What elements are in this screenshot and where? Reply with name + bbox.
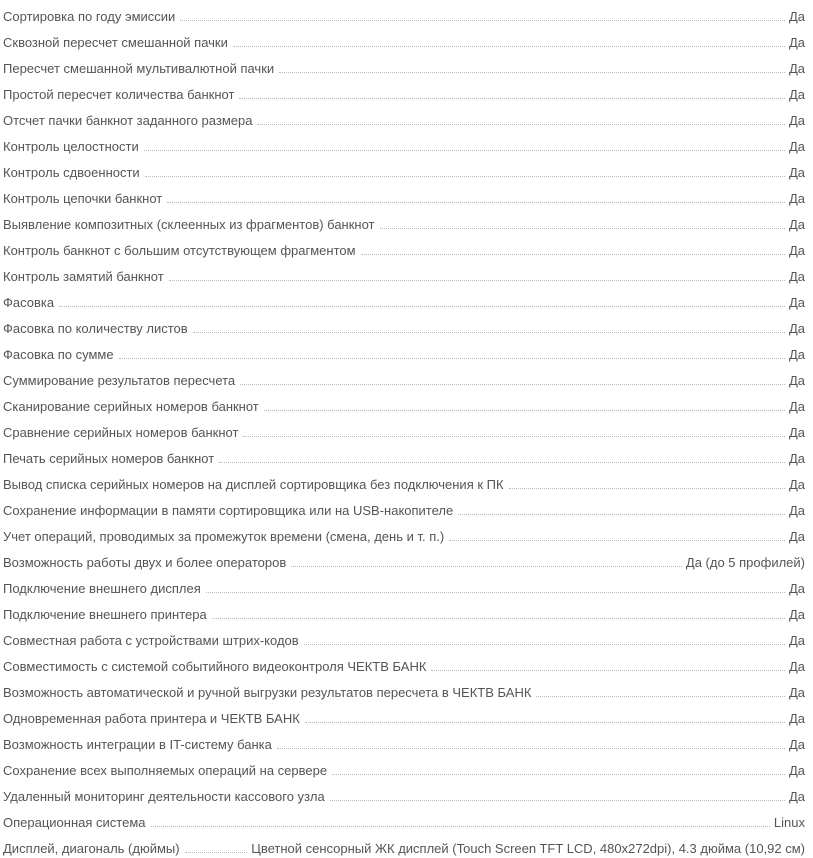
spec-name: Контроль цепочки банкнот bbox=[3, 191, 163, 206]
spec-row bbox=[3, 624, 805, 650]
spec-row bbox=[3, 182, 805, 208]
spec-row bbox=[3, 260, 805, 286]
spec-name: Подключение внешнего принтера bbox=[3, 607, 207, 622]
spec-value: Цветной сенсорный ЖК дисплей (Touch Screen TFT LCD, 480x272dpi), 4.3 дюйма (10,92 см) bbox=[251, 841, 805, 856]
spec-row bbox=[3, 546, 805, 572]
spec-name: Одновременная работа принтера и ЧЕКТВ БАНК bbox=[3, 711, 300, 726]
dot-leader bbox=[144, 150, 785, 151]
spec-value: Linux bbox=[773, 815, 805, 830]
spec-row bbox=[3, 520, 805, 546]
dot-leader bbox=[291, 566, 682, 567]
spec-value: Да bbox=[788, 373, 805, 388]
spec-row bbox=[3, 572, 805, 598]
spec-row bbox=[3, 468, 805, 494]
spec-value: Да bbox=[788, 711, 805, 726]
dot-leader bbox=[119, 358, 785, 359]
spec-row bbox=[3, 130, 805, 156]
spec-value: Да bbox=[788, 659, 805, 674]
spec-value: Да bbox=[788, 607, 805, 622]
spec-name: Сортировка по году эмиссии bbox=[3, 9, 176, 24]
spec-value: Да bbox=[788, 243, 805, 258]
spec-name: Возможность автоматической и ручной выгрузки результатов пересчета в ЧЕКТВ БАНК bbox=[3, 685, 532, 700]
spec-name: Выявление композитных (склеенных из фрагментов) банкнот bbox=[3, 217, 375, 232]
spec-row bbox=[3, 390, 805, 416]
spec-value: Да bbox=[788, 737, 805, 752]
spec-value: Да bbox=[788, 425, 805, 440]
spec-name: Контроль банкнот с большим отсутствующем фрагментом bbox=[3, 243, 356, 258]
spec-row bbox=[3, 104, 805, 130]
spec-row bbox=[3, 416, 805, 442]
spec-row bbox=[3, 0, 805, 26]
spec-value: Да bbox=[788, 321, 805, 336]
spec-value: Да bbox=[788, 295, 805, 310]
dot-leader bbox=[277, 748, 785, 749]
spec-value: Да bbox=[788, 685, 805, 700]
spec-value: Да bbox=[788, 191, 805, 206]
dot-leader bbox=[167, 202, 785, 203]
spec-row bbox=[3, 208, 805, 234]
dot-leader bbox=[151, 826, 770, 827]
spec-name: Контроль сдвоенности bbox=[3, 165, 140, 180]
dot-leader bbox=[361, 254, 785, 255]
dot-leader bbox=[509, 488, 785, 489]
spec-value: Да bbox=[788, 477, 805, 492]
dot-leader bbox=[169, 280, 785, 281]
dot-leader bbox=[193, 332, 785, 333]
spec-row bbox=[3, 26, 805, 52]
spec-value: Да bbox=[788, 217, 805, 232]
spec-name: Сохранение всех выполняемых операций на сервере bbox=[3, 763, 328, 778]
spec-name: Операционная система bbox=[3, 815, 146, 830]
dot-leader bbox=[239, 98, 785, 99]
spec-name: Подключение внешнего дисплея bbox=[3, 581, 201, 596]
spec-name: Фасовка по сумме bbox=[3, 347, 114, 362]
dot-leader bbox=[536, 696, 785, 697]
spec-value: Да bbox=[788, 581, 805, 596]
spec-row bbox=[3, 442, 805, 468]
spec-value: Да bbox=[788, 35, 805, 50]
spec-row bbox=[3, 650, 805, 676]
spec-row bbox=[3, 286, 805, 312]
spec-row bbox=[3, 676, 805, 702]
spec-name: Сканирование серийных номеров банкнот bbox=[3, 399, 259, 414]
dot-leader bbox=[257, 124, 784, 125]
spec-row bbox=[3, 78, 805, 104]
spec-value: Да (до 5 профилей) bbox=[685, 555, 805, 570]
spec-name: Сквозной пересчет смешанной пачки bbox=[3, 35, 228, 50]
spec-name: Совместная работа с устройствами штрих-кодов bbox=[3, 633, 299, 648]
dot-leader bbox=[212, 618, 785, 619]
spec-row bbox=[3, 234, 805, 260]
dot-leader bbox=[458, 514, 785, 515]
spec-row bbox=[3, 364, 805, 390]
spec-value: Да bbox=[788, 61, 805, 76]
spec-value: Да bbox=[788, 269, 805, 284]
spec-name: Учет операций, проводимых за промежуток времени (смена, день и т. п.) bbox=[3, 529, 445, 544]
dot-leader bbox=[233, 46, 785, 47]
spec-row bbox=[3, 806, 805, 832]
dot-leader bbox=[185, 852, 248, 853]
spec-row bbox=[3, 702, 805, 728]
spec-value: Да bbox=[788, 347, 805, 362]
spec-name: Дисплей, диагональ (дюймы) bbox=[3, 841, 180, 856]
dot-leader bbox=[330, 800, 785, 801]
spec-name: Фасовка bbox=[3, 295, 55, 310]
spec-name: Простой пересчет количества банкнот bbox=[3, 87, 235, 102]
spec-value: Да bbox=[788, 529, 805, 544]
dot-leader bbox=[243, 436, 785, 437]
dot-leader bbox=[304, 644, 785, 645]
spec-value: Да bbox=[788, 113, 805, 128]
dot-leader bbox=[59, 306, 785, 307]
spec-name: Контроль целостности bbox=[3, 139, 139, 154]
spec-row bbox=[3, 728, 805, 754]
dot-leader bbox=[180, 20, 785, 21]
spec-row bbox=[3, 832, 805, 858]
dot-leader bbox=[380, 228, 785, 229]
dot-leader bbox=[240, 384, 785, 385]
spec-value: Да bbox=[788, 9, 805, 24]
spec-name: Возможность интеграции в IT-систему банка bbox=[3, 737, 272, 752]
spec-name: Сравнение серийных номеров банкнот bbox=[3, 425, 239, 440]
spec-value: Да bbox=[788, 165, 805, 180]
spec-row bbox=[3, 156, 805, 182]
spec-row bbox=[3, 780, 805, 806]
dot-leader bbox=[206, 592, 785, 593]
dot-leader bbox=[449, 540, 785, 541]
spec-name: Фасовка по количеству листов bbox=[3, 321, 188, 336]
dot-leader bbox=[145, 176, 785, 177]
spec-name: Сохранение информации в памяти сортировщика или на USB-накопителе bbox=[3, 503, 454, 518]
dot-leader bbox=[264, 410, 785, 411]
spec-value: Да bbox=[788, 789, 805, 804]
dot-leader bbox=[431, 670, 785, 671]
spec-row bbox=[3, 598, 805, 624]
dot-leader bbox=[219, 462, 785, 463]
spec-name: Совместимость с системой событийного видеоконтроля ЧЕКТВ БАНК bbox=[3, 659, 427, 674]
spec-name: Удаленный мониторинг деятельности кассового узла bbox=[3, 789, 325, 804]
spec-name: Пересчет смешанной мультивалютной пачки bbox=[3, 61, 275, 76]
dot-leader bbox=[279, 72, 785, 73]
spec-value: Да bbox=[788, 87, 805, 102]
dot-leader bbox=[332, 774, 785, 775]
spec-row bbox=[3, 338, 805, 364]
spec-value: Да bbox=[788, 503, 805, 518]
spec-value: Да bbox=[788, 399, 805, 414]
spec-row bbox=[3, 494, 805, 520]
spec-name: Отсчет пачки банкнот заданного размера bbox=[3, 113, 253, 128]
spec-row bbox=[3, 754, 805, 780]
spec-name: Контроль замятий банкнот bbox=[3, 269, 164, 284]
spec-name: Вывод списка серийных номеров на дисплей сортировщика без подключения к ПК bbox=[3, 477, 504, 492]
spec-row bbox=[3, 312, 805, 338]
spec-value: Да bbox=[788, 451, 805, 466]
spec-value: Да bbox=[788, 763, 805, 778]
spec-row bbox=[3, 52, 805, 78]
spec-name: Возможность работы двух и более операторов bbox=[3, 555, 287, 570]
dot-leader bbox=[305, 722, 785, 723]
spec-name: Печать серийных номеров банкнот bbox=[3, 451, 215, 466]
spec-value: Да bbox=[788, 633, 805, 648]
spec-value: Да bbox=[788, 139, 805, 154]
spec-name: Суммирование результатов пересчета bbox=[3, 373, 236, 388]
